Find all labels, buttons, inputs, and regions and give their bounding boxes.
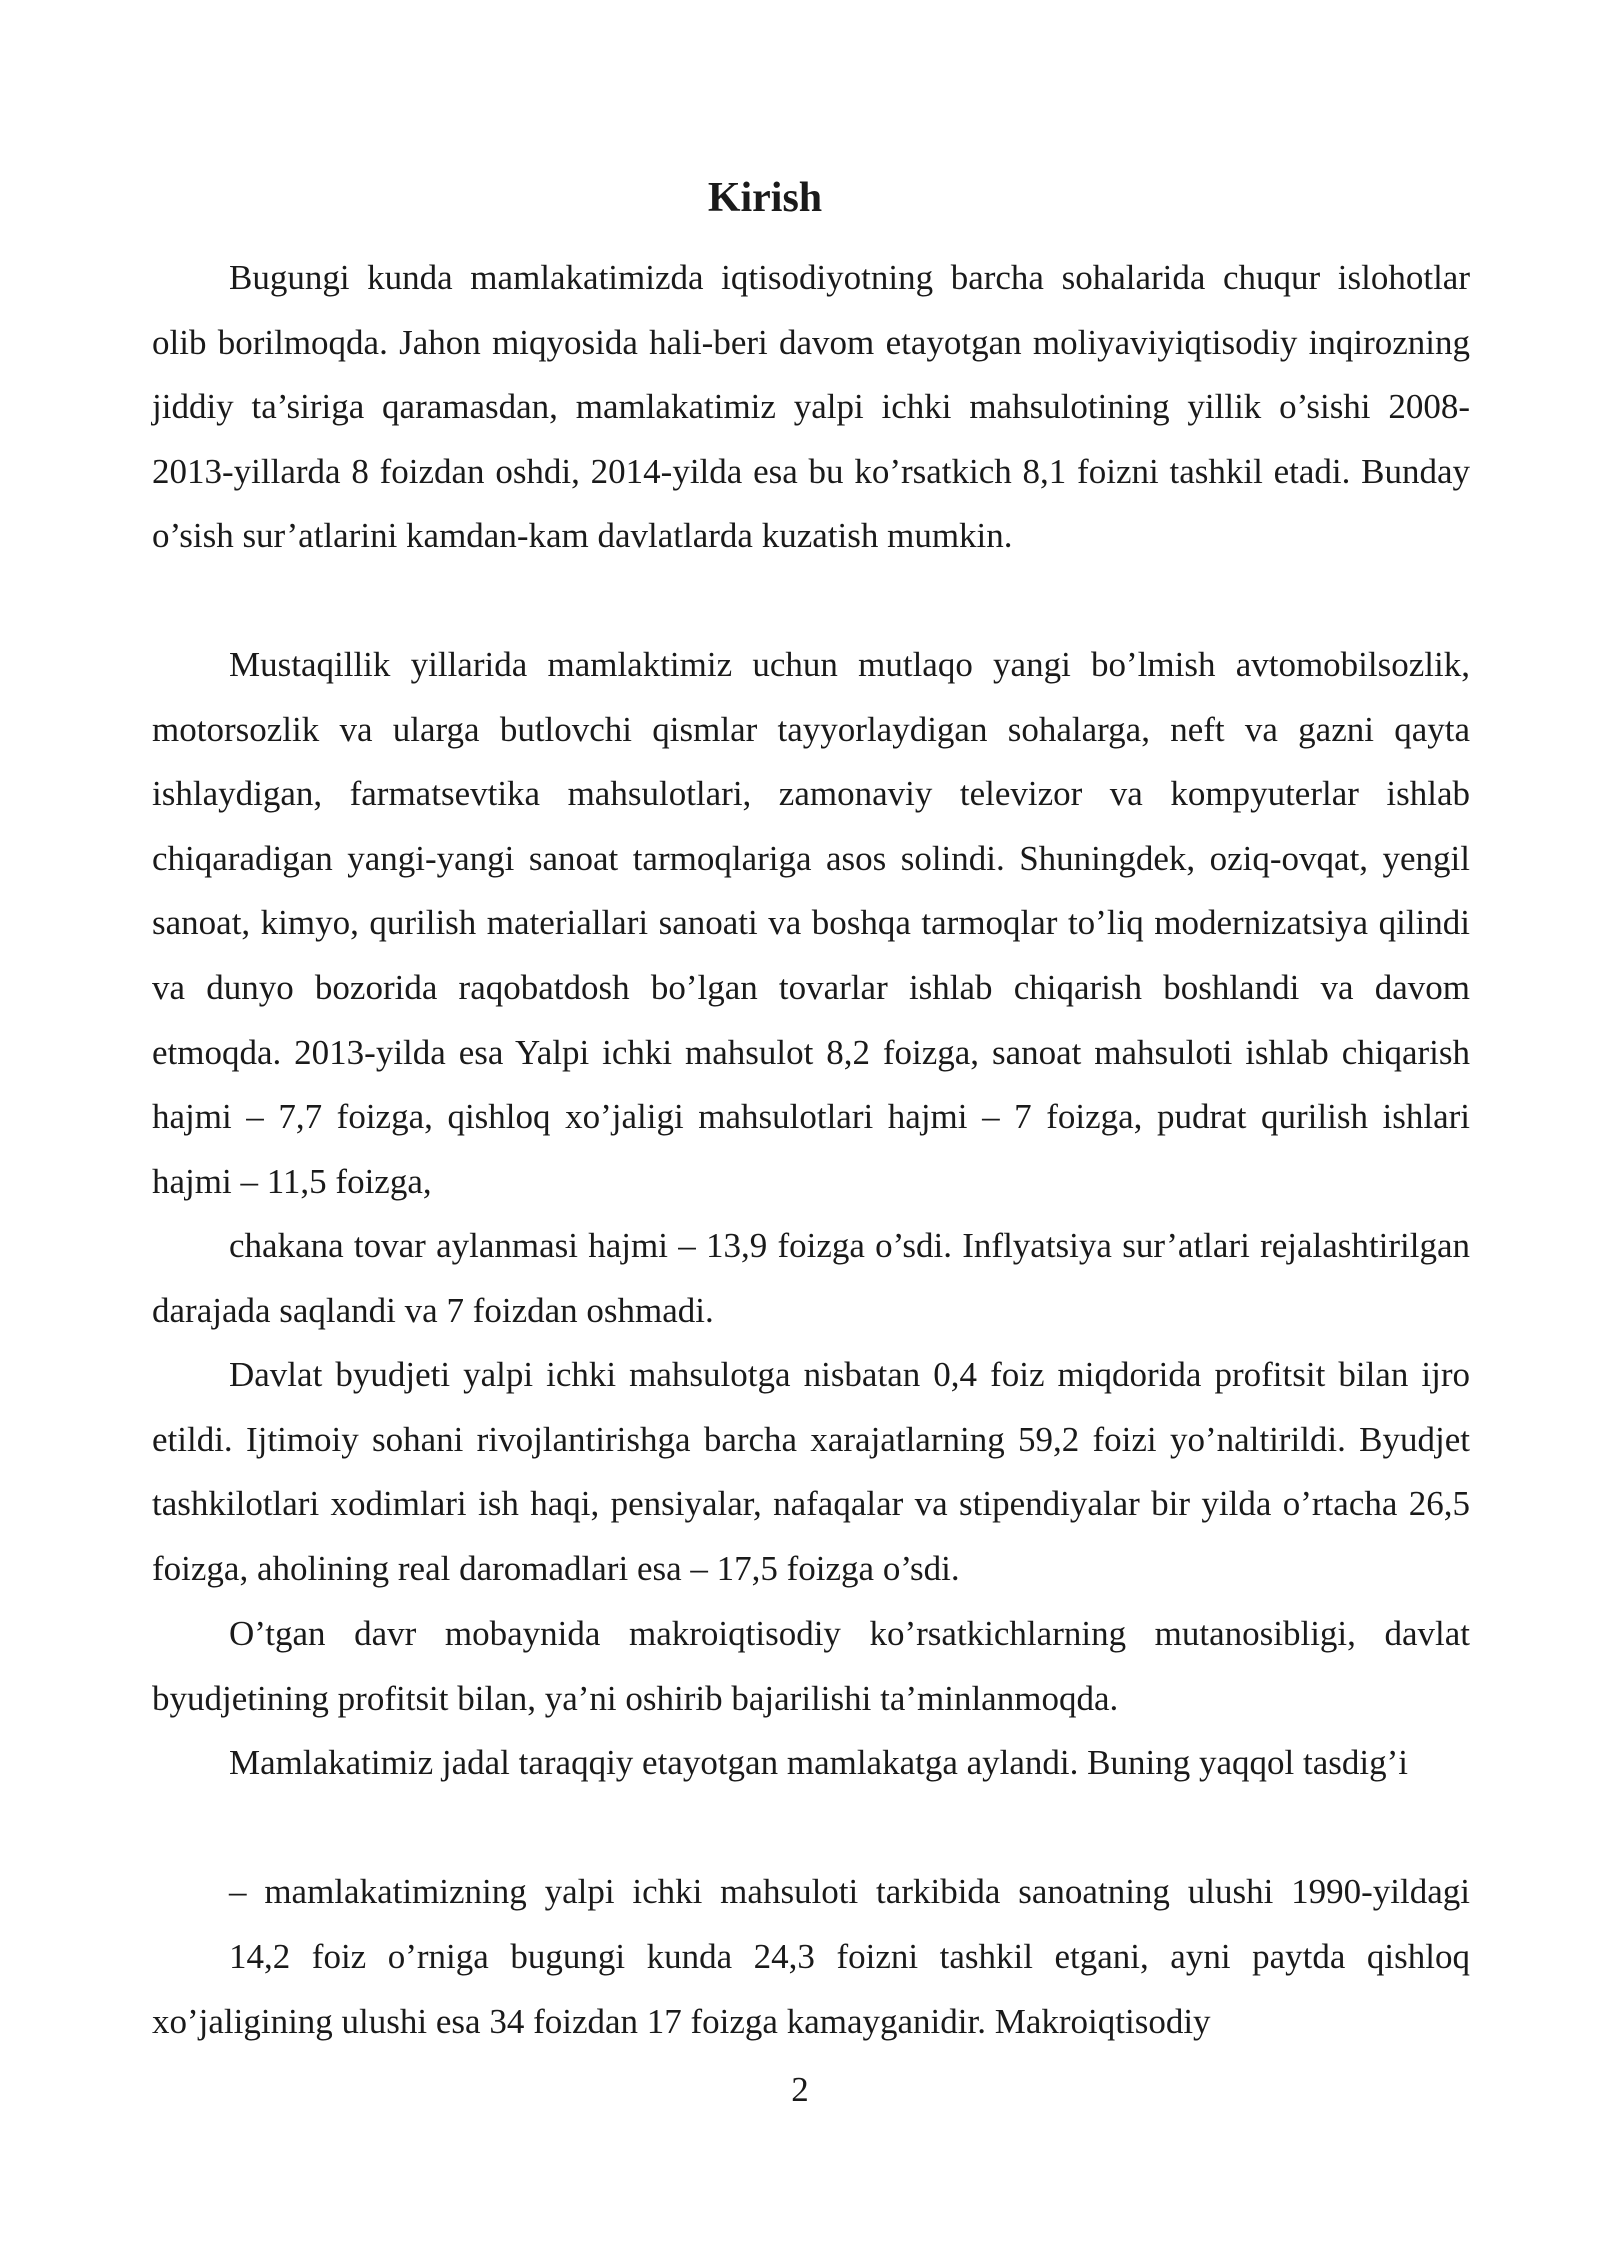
paragraph-development: Mamlakatimiz jadal taraqqiy etayotgan mamlakatga aylandi. Buning yaqqol tasdig’i bbox=[229, 1743, 1408, 1782]
paragraph-budget: Davlat byudjeti yalpi ichki mahsulotga nisbatan 0,4 foiz miqdorida profitsit bilan ijro etildi. Ijtimoiy sohani rivojlantirishga barcha xarajatlarning 59,2 foizi yo’naltirildi. Byudjet tashkilotlari xodimlari ish haqi, pensiyalar, nafaqalar va stipendiyalar bir yilda o’rtacha 26,5 foizga, aholining real daromadlari esa – 17,5 foizga o’sdi. bbox=[152, 1355, 1470, 1588]
page-title: Kirish bbox=[707, 175, 823, 221]
paragraph-macro-balance: O’tgan davr mobaynida makroiqtisodiy ko’rsatkichlarning mutanosibligi, davlat byudjetining profitsit bilan, ya’ni oshirib bajarilishi ta’minlanmoqda. bbox=[152, 1614, 1470, 1718]
paragraph-retail: chakana tovar aylanmasi hajmi – 13,9 foizga o’sdi. Inflyatsiya sur’atlari rejalashtirilgan darajada saqlandi va 7 foizdan oshmadi. bbox=[152, 1226, 1470, 1330]
paragraph-intro: Bugungi kunda mamlakatimizda iqtisodiyotning barcha sohalarida chuqur islohotlar olib borilmoqda. Jahon miqyosida hali-beri davom etayotgan moliyaviyiqtisodiy inqirozning jiddiy ta’siriga qaramasdan, mamlakatimiz yalpi ichki mahsulotining yillik o’sishi 2008-2013-yillarda 8 foizdan oshdi, 2014-yilda esa bu ko’rsatkich 8,1 foizni tashkil etadi. Bunday o’sish sur’atlarini kamdan-kam davlatlarda kuzatish mumkin. bbox=[152, 258, 1470, 556]
page-number: 2 bbox=[791, 2070, 809, 2109]
paragraph-agriculture-share: 14,2 foiz o’rniga bugungi kunda 24,3 foizni tashkil etgani, ayni paytda qishloq xo’jaligining ulushi esa 34 foizdan 17 foizga kamayganidir. Makroiqtisodiy bbox=[152, 1937, 1470, 2041]
paragraph-independence: Mustaqillik yillarida mamlaktimiz uchun mutlaqo yangi bo’lmish avtomobilsozlik, motorsozlik va ularga butlovchi qismlar tayyorlaydigan sohalarga, neft va gazni qayta ishlaydigan, farmatsevtika mahsulotlari, zamonaviy televizor va kompyuterlar ishlab chiqaradigan yangi-yangi sanoat tarmoqlariga asos solindi. Shuningdek, oziq-ovqat, yengil sanoat, kimyo, qurilish materiallari sanoati va boshqa tarmoqlar to’liq modernizatsiya qilindi va dunyo bozorida raqobatdosh bo’lgan tovarlar ishlab chiqarish boshlandi va davom etmoqda. 2013-yilda esa Yalpi ichki mahsulot 8,2 foizga, sanoat mahsuloti ishlab chiqarish hajmi – 7,7 foizga, qishloq xo’jaligi mahsulotlari hajmi – 7 foizga, pudrat qurilish ishlari hajmi – 11,5 foizga, bbox=[152, 645, 1470, 1201]
paragraph-industry-share: – mamlakatimizning yalpi ichki mahsuloti tarkibida sanoatning ulushi 1990-yildagi bbox=[229, 1872, 1470, 1911]
